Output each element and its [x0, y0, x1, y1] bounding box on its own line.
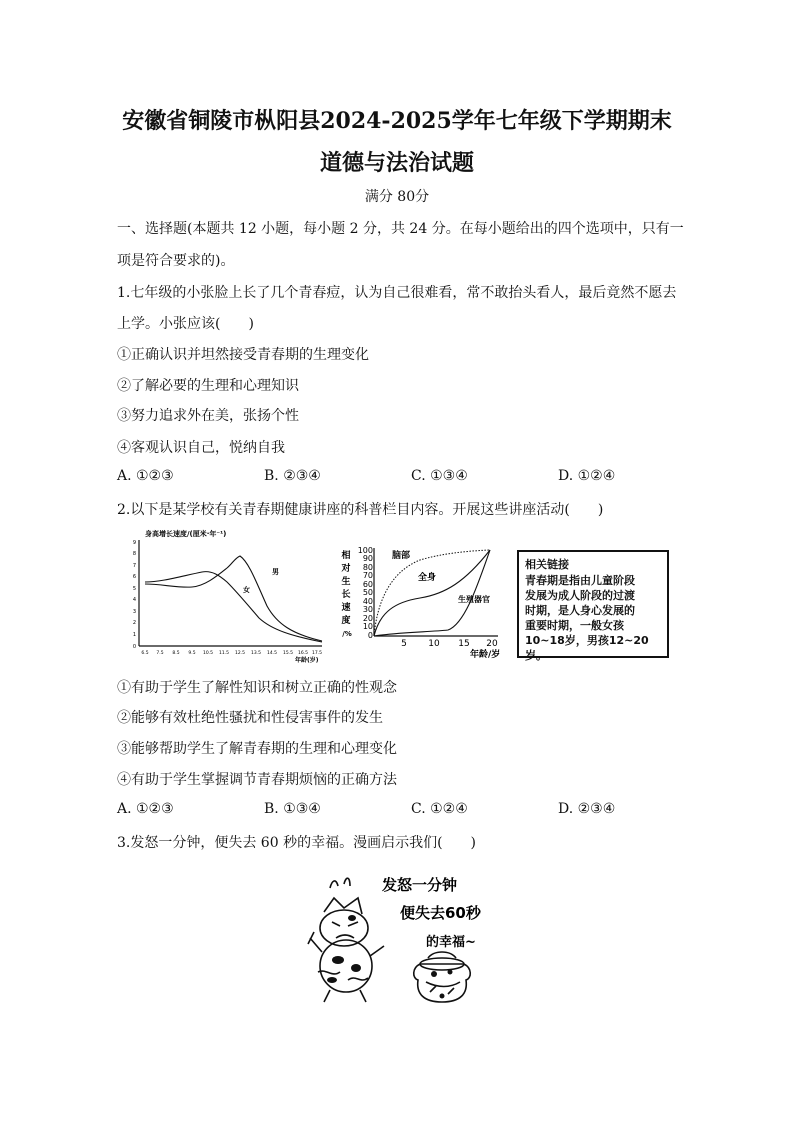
- related-link-text: 岁。: [525, 649, 547, 662]
- q2-stem: 2.以下是某学校有关青春期健康讲座的科普栏目内容。开展这些讲座活动( ): [117, 502, 604, 518]
- chart1-xtick: 8.5: [172, 651, 180, 656]
- chart2-ytick: 0: [367, 631, 373, 640]
- chart1-male-label: 男: [272, 568, 279, 576]
- chart1-xtick: 15.5: [282, 651, 294, 656]
- related-link-text: 青春期是指由儿童阶段: [525, 574, 635, 587]
- chart1-xtick: 13.5: [250, 651, 262, 656]
- chart2-ytick: 30: [362, 605, 373, 614]
- chart1-ytick: 8: [132, 551, 136, 557]
- chart2-ytick: 20: [362, 614, 373, 623]
- section-intro-cont: 项是符合要求的)。: [117, 253, 235, 269]
- q1-stem-cont: 上学。小张应该( ): [117, 316, 254, 332]
- related-link-box: [517, 550, 669, 662]
- chart2-ytick: 100: [357, 546, 373, 555]
- q1-item-3: ③努力追求外在美，张扬个性: [117, 408, 299, 424]
- chart2-ylabel-char: 对: [341, 564, 351, 574]
- chart1-xtick: 17.5: [311, 651, 323, 656]
- q1-option-b: B. ②③④: [264, 468, 321, 484]
- related-link-title: 相关链接: [525, 558, 569, 571]
- chart1-xtick: 14.5: [266, 651, 278, 656]
- female-curve: [145, 572, 322, 642]
- related-link-text: 发展为成人阶段的过渡: [525, 589, 635, 602]
- related-link-text: 时期，是人身心发展的: [525, 604, 635, 617]
- q1-item-2: ②了解必要的生理和心理知识: [117, 378, 299, 394]
- q2-item-1: ①有助于学生了解性知识和树立正确的性观念: [117, 680, 397, 696]
- q1-item-1: ①正确认识并坦然接受青春期的生理变化: [117, 347, 369, 363]
- chart2-ytick: 50: [362, 588, 373, 597]
- anger-cartoon: [300, 868, 505, 1008]
- q2-option-a: A. ①②③: [117, 801, 174, 817]
- page-title: 安徽省铜陵市枞阳县2024-2025学年七年级下学期期末: [122, 108, 672, 134]
- chart1-ytick: 6: [132, 574, 136, 580]
- brain-curve: [374, 550, 490, 636]
- chart1-xtick: 16.5: [297, 651, 309, 656]
- q3-stem: 3.发怒一分钟，便失去 60 秒的幸福。漫画启示我们( ): [117, 835, 476, 851]
- total-score: 满分 80分: [364, 189, 430, 205]
- chart1-ytick: 5: [132, 586, 136, 592]
- chart2-xtick: 20: [486, 639, 498, 649]
- chart1-ytick: 9: [132, 540, 136, 546]
- chart2-ylabel-char: 速: [341, 603, 351, 613]
- chart2-ytick: 60: [362, 580, 373, 589]
- related-link-text: 10~18岁，男孩12~20: [525, 634, 649, 647]
- chart1-xtick: 12.5: [234, 651, 246, 656]
- chart1-ytick: 0: [132, 644, 136, 650]
- height-growth-chart: [117, 526, 327, 664]
- chart1-xtick: 10.5: [202, 651, 214, 656]
- section-intro: 一、选择题(本题共 12 小题，每小题 2 分，共 24 分。在每小题给出的四个选项中，只有一: [117, 221, 684, 237]
- chart2-xlabel: 年龄/岁: [470, 650, 501, 660]
- chart2-brain-label: 脑部: [392, 551, 411, 561]
- chart1-ytick: 4: [132, 597, 136, 603]
- cartoon-caption-2: 便失去60秒: [400, 904, 481, 922]
- chart1-xtick: 7.5: [156, 651, 164, 656]
- q1-stem: 1.七年级的小张脸上长了几个青春痘，认为自己很难看，常不敢抬头看人，最后竟然不愿去: [117, 285, 677, 301]
- cartoon-caption-3: 的幸福~: [426, 935, 476, 950]
- cartoon-caption-1: 发怒一分钟: [382, 876, 458, 894]
- chart2-ylabel-char: 长: [341, 590, 351, 600]
- reproductive-curve: [374, 550, 490, 636]
- jar-spots: [431, 970, 453, 999]
- chart2-ylabel-char: /%: [342, 630, 352, 638]
- chart2-ylabel-char: 生: [341, 577, 351, 587]
- q2-item-3: ③能够帮助学生了解青春期的生理和心理变化: [117, 741, 397, 757]
- q1-option-c: C. ①③④: [411, 468, 468, 484]
- q2-item-2: ②能够有效杜绝性骚扰和性侵害事件的发生: [117, 710, 383, 726]
- relative-growth-chart: [340, 544, 512, 662]
- chart1-ytick: 7: [132, 563, 136, 569]
- chart2-xtick: 10: [428, 639, 440, 649]
- chart2-ytick: 90: [362, 554, 373, 563]
- chart2-xtick: 5: [401, 639, 407, 649]
- q1-option-d: D. ①②④: [558, 468, 616, 484]
- chart2-xtick: 15: [458, 639, 470, 649]
- chart2-ylabel-char: 相: [341, 551, 351, 561]
- cat-stripes: [327, 915, 361, 983]
- chart1-title: 身高增长速度/(厘米·年⁻¹): [145, 530, 227, 538]
- chart1-xtick: 11.5: [218, 651, 230, 656]
- related-link-text: 重要时期，一般女孩: [525, 619, 624, 632]
- q2-option-c: C. ①②④: [411, 801, 468, 817]
- chart1-ytick: 3: [132, 609, 136, 615]
- chart1-female-label: 女: [243, 586, 250, 594]
- chart2-ytick: 70: [362, 571, 373, 580]
- q2-option-b: B. ①③④: [264, 801, 321, 817]
- chart2-ytick: 10: [362, 622, 373, 631]
- chart1-ytick: 2: [132, 620, 136, 626]
- page-subtitle: 道德与法治试题: [319, 150, 474, 176]
- chart2-ylabel-char: 度: [341, 616, 351, 626]
- chart2-ytick: 80: [362, 563, 373, 572]
- male-curve: [145, 556, 322, 641]
- q1-option-a: A. ①②③: [117, 468, 174, 484]
- chart1-xtick: 9.5: [188, 651, 196, 656]
- chart2-body-label: 全身: [418, 573, 437, 583]
- chart2-ytick: 40: [362, 597, 373, 606]
- q1-item-4: ④客观认识自己，悦纳自我: [117, 440, 285, 456]
- chart1-ytick: 1: [132, 632, 136, 638]
- chart1-xlabel: 年龄(岁): [295, 657, 319, 664]
- q2-option-d: D. ②③④: [558, 801, 616, 817]
- angry-cat-drawing: [308, 878, 384, 1002]
- q2-item-4: ④有助于学生掌握调节青春期烦恼的正确方法: [117, 772, 397, 788]
- chart1-xtick: 6.5: [141, 651, 149, 656]
- chart2-repro-label: 生殖器官: [458, 595, 490, 604]
- body-curve: [374, 550, 490, 636]
